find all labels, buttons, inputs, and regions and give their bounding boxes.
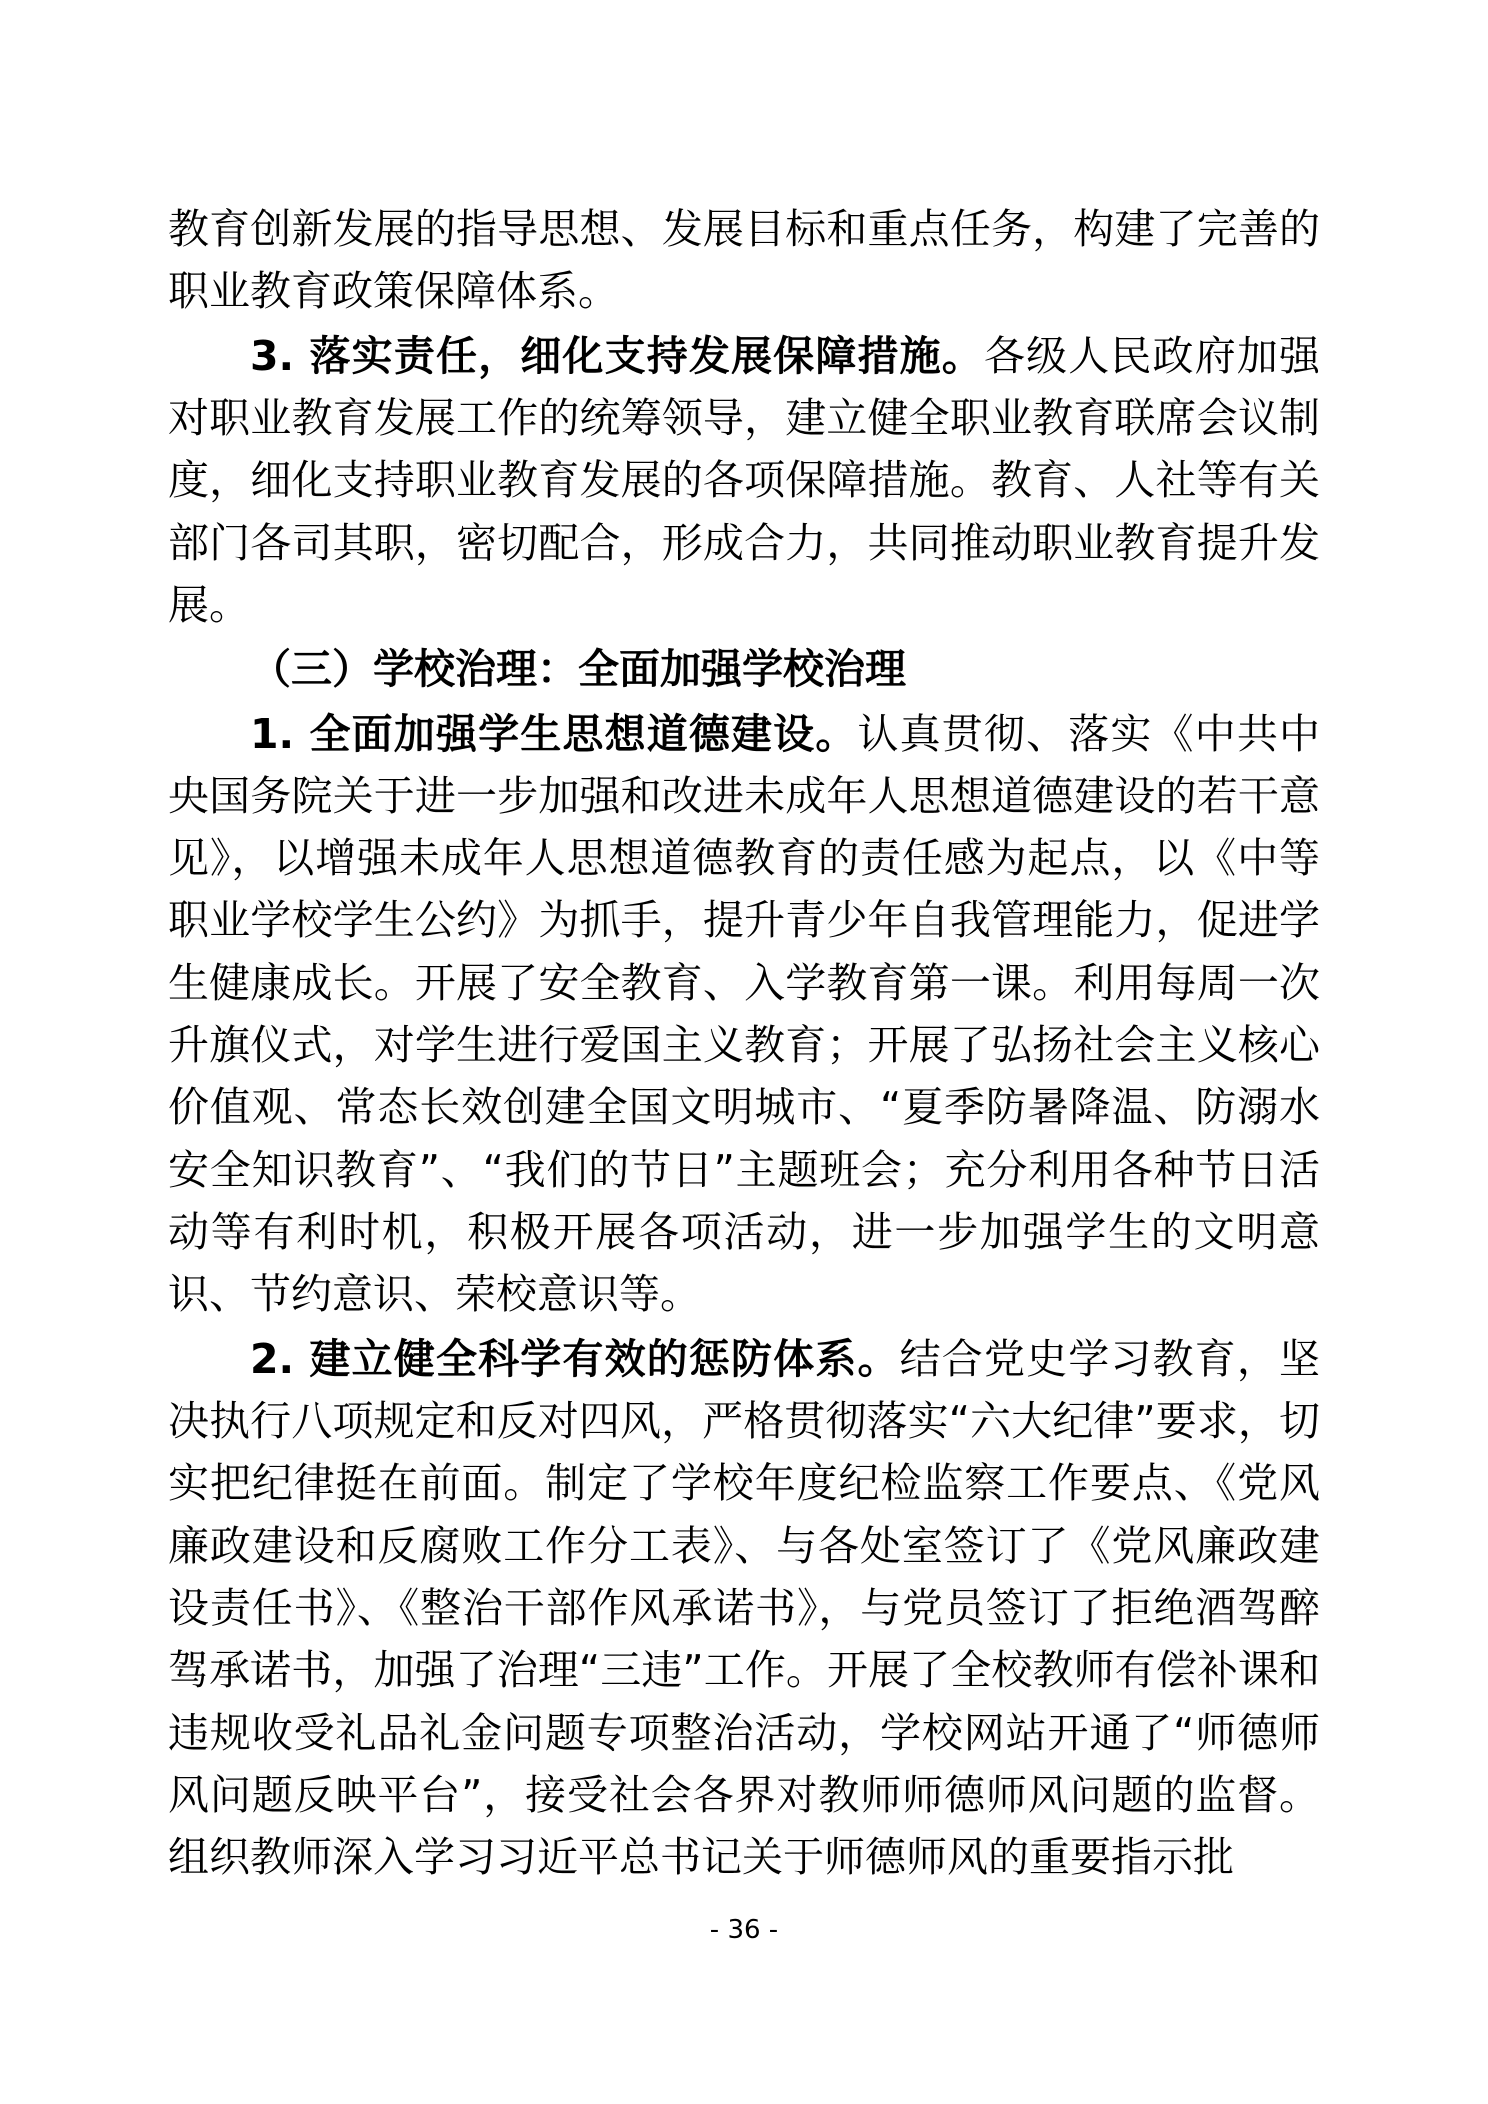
paragraph-item-1-lead: 1. 全面加强学生思想道德建设。 bbox=[250, 709, 858, 758]
paragraph-item-3-lead: 3. 落实责任，细化支持发展保障措施。 bbox=[250, 331, 984, 380]
page-number: - 36 - bbox=[709, 1915, 779, 1945]
page-content bbox=[168, 198, 1320, 1890]
paragraph-item-3 bbox=[168, 325, 1320, 637]
paragraph-item-2-lead: 2. 建立健全科学有效的惩防体系。 bbox=[250, 1334, 900, 1383]
paragraph-continuation: 教育创新发展的指导思想、发展目标和重点任务，构建了完善的职业教育政策保障体系。 bbox=[168, 205, 1320, 316]
paragraph-item-3-body: 各级人民政府加强对职业教育发展工作的统筹领导，建立健全职业教育联席会议制度，细化支持职业教育发展的各项保障措施。教育、人社等有关部门各司其职，密切配合，形成合力，共同推动职业教育提升发展。 bbox=[168, 331, 1320, 629]
paragraph-item-1 bbox=[168, 703, 1320, 1326]
section-heading-three: （三）学校治理：全面加强学校治理 bbox=[250, 645, 906, 694]
paragraph-item-2-body: 结合党史学习教育，坚决执行八项规定和反对四风，严格贯彻落实“六大纪律”要求，切实把纪律挺在前面。制定了学校年度纪检监察工作要点、《党风廉政建设和反腐败工作分工表》、与各处室签订了《党风廉政建设责任书》、《整治干部作风承诺书》，与党员签订了拒绝酒驾醉驾承诺书，加强了治理“三违”工作。开展了全校教师有偿补课和违规收受礼品礼金问题专项整治活动，学校网站开通了“师德师风问题反映平台”，接受社会各界对教师师德师风问题的监督。组织教师深入学习习近平总书记关于师德师风的重要指示批 bbox=[168, 1334, 1320, 1882]
paragraph-item-1-body: 认真贯彻、落实《中共中央国务院关于进一步加强和改进未成年人思想道德建设的若干意见》，以增强未成年人思想道德教育的责任感为起点，以《中等职业学校学生公约》为抓手，提升青少年自我管理能力，促进学生健康成长。开展了安全教育、入学教育第一课。利用每周一次升旗仪式，对学生进行爱国主义教育；开展了弘扬社会主义核心价值观、常态长效创建全国文明城市、“夏季防暑降温、防溺水安全知识教育”、“我们的节日”主题班会；充分利用各种节日活动等有利时机，积极开展各项活动，进一步加强学生的文明意识、节约意识、荣校意识等。 bbox=[168, 709, 1320, 1319]
paragraph-item-2 bbox=[168, 1328, 1320, 1889]
